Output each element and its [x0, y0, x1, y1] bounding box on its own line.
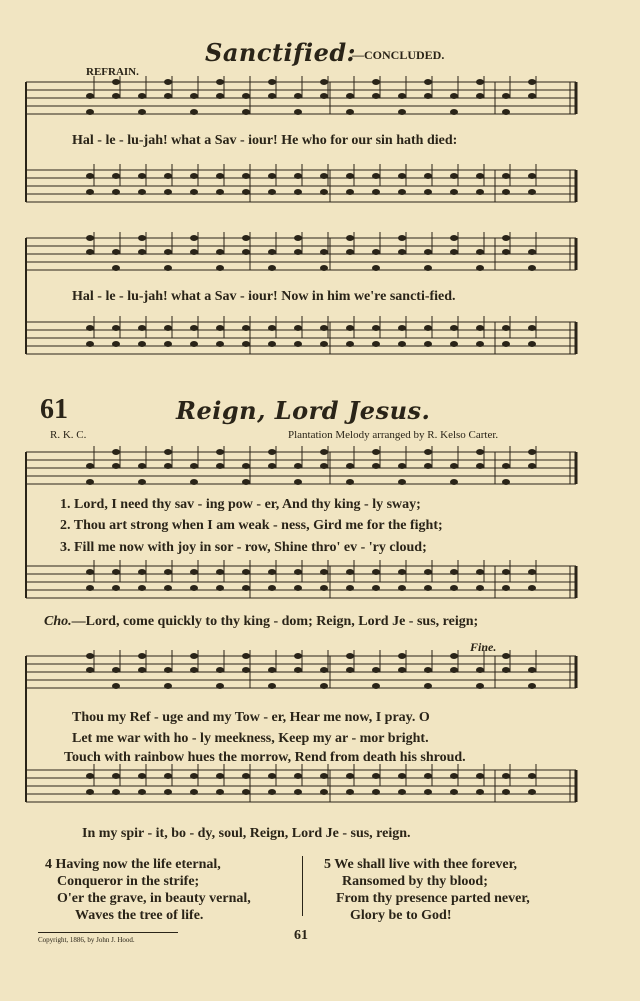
copyright-notice: Copyright, 1886, by John J. Hood.: [38, 936, 135, 944]
hymn-61-title: Reign, Lord Jesus.: [176, 396, 431, 425]
verse-1-line-2: Thou my Ref - uge and my Tow - er, Hear me now, I pray. O: [72, 710, 430, 725]
verse-2-line-1: 2. Thou art strong when I am weak - ness, Gird me for the fight;: [60, 518, 443, 533]
hymn-number: 61: [40, 394, 68, 425]
staff: [26, 446, 576, 485]
verse-2-line-2: Let me war with ho - ly meekness, Keep my ar - mor bright.: [72, 731, 429, 746]
arranger-credit: Plantation Melody arranged by R. Kelso Carter.: [288, 429, 499, 441]
author-initials: R. K. C.: [50, 429, 87, 441]
refrain-label: REFRAIN.: [86, 66, 139, 78]
stanza-4-line-2: Conqueror in the strife;: [57, 874, 200, 889]
staff: [26, 232, 576, 271]
chorus-line-1: [44, 614, 478, 630]
stanza-5: [324, 856, 530, 924]
stanza-divider: [302, 856, 303, 916]
staff: [26, 764, 576, 802]
concluded-label: —CONCLUDED.: [352, 48, 445, 62]
refrain-lyrics-line-2: Hal - le - lu-jah! what a Sav - iour! Now in him we're sancti-fied.: [72, 289, 456, 304]
stanza-5-line-2: Ransomed by thy blood;: [342, 874, 488, 889]
stanza-4-line-3: O'er the grave, in beauty vernal,: [57, 891, 251, 906]
stanza-5-line-1: 5 We shall live with thee forever,: [324, 857, 517, 872]
staff: [26, 76, 576, 115]
stanza-5-line-3: From thy presence parted never,: [336, 891, 530, 906]
staff: [26, 316, 576, 354]
staff: [26, 650, 576, 689]
verse-3-line-1: 3. Fill me now with joy in sor - row, Shine thro' ev - 'ry cloud;: [60, 540, 427, 555]
chorus-label: Cho.: [44, 614, 72, 629]
stanza-5-line-4: Glory be to God!: [350, 908, 452, 923]
chorus-line-2: In my spir - it, bo - dy, soul, Reign, Lord Je - sus, reign.: [82, 826, 411, 841]
stanza-4-line-1: 4 Having now the life eternal,: [45, 857, 221, 872]
hymn-60-title: Sanctified:: [205, 38, 356, 67]
page-number: 61: [294, 928, 308, 943]
verse-1-line-1: 1. Lord, I need thy sav - ing pow - er, And thy king - ly sway;: [60, 497, 421, 512]
chorus-text-1: —Lord, come quickly to thy king - dom; Reign, Lord Je - sus, reign;: [71, 614, 479, 629]
refrain-lyrics-line-1: Hal - le - lu-jah! what a Sav - iour! He who for our sin hath died:: [72, 133, 458, 148]
staff: [26, 164, 576, 202]
verse-3-line-2: Touch with rainbow hues the morrow, Rend from death his shroud.: [64, 750, 466, 765]
stanza-4-line-4: Waves the tree of life.: [75, 908, 204, 923]
staff: [26, 560, 576, 598]
footer-rule: [38, 932, 178, 933]
stanza-4: [45, 856, 251, 924]
fine-marking: Fine.: [470, 640, 497, 654]
